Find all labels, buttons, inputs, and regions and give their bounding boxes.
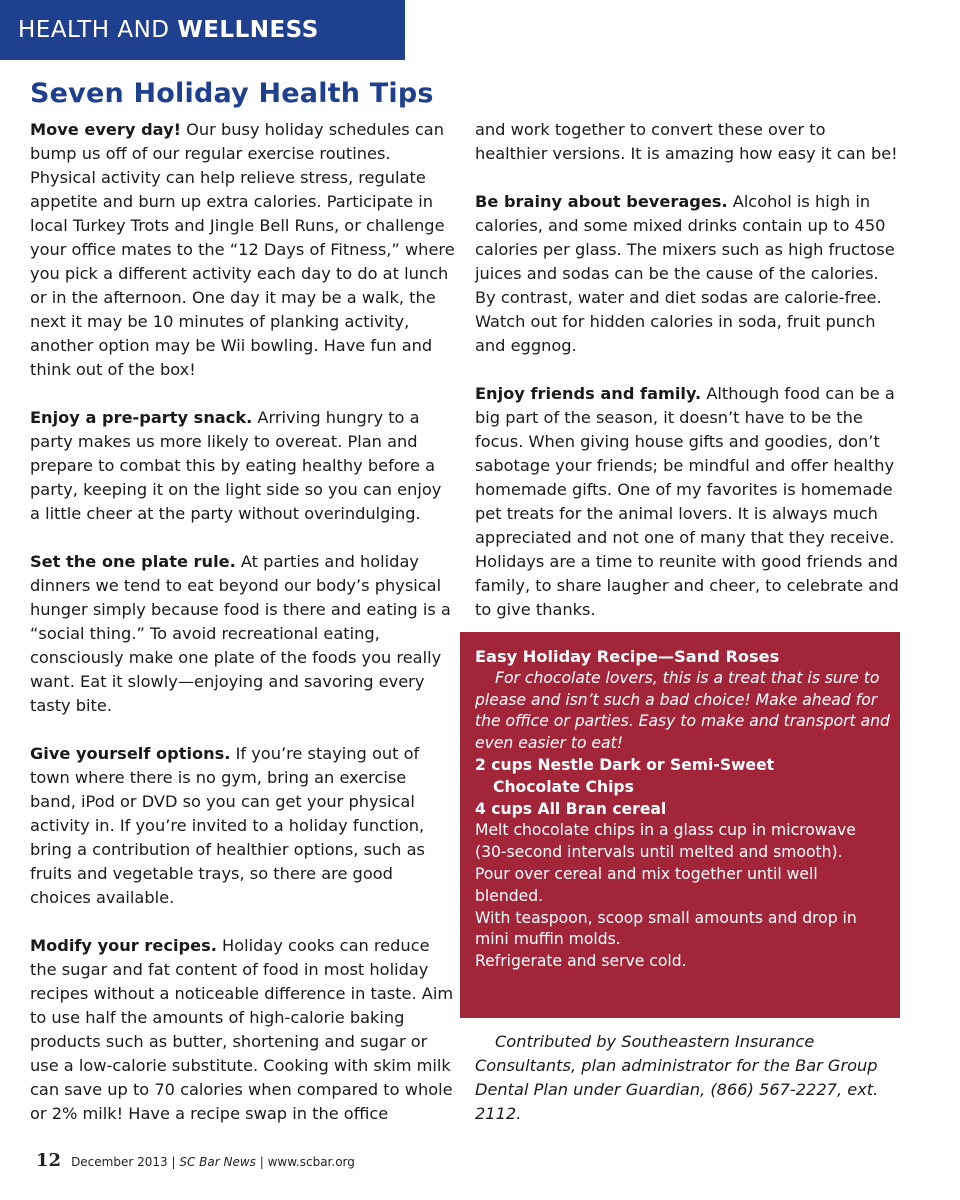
recipe-intro: For chocolate lovers, this is a treat that is sure to please and isn’t such a bad choice! Make ahead for the office or parties. Easy to make and transport and even easier to eat! xyxy=(475,668,890,753)
tip-one-plate-rule xyxy=(30,550,455,718)
recipe-title: Easy Holiday Recipe—Sand Roses xyxy=(475,647,780,666)
tip-body: Our busy holiday schedules can bump us off of our regular exercise routines. Physical activity can help relieve stress, regulate appetite and burn up extra calories. Participate in local Turkey Trots and Jingle Bell Runs, or challenge your office mates to the “12 Days of Fitness,” where you pick a different activity each day to do at lunch or in the afternoon. One day it may be a walk, the next it may be 10 minutes of planking activity, another option may be Wii bowling. Have fun and think out of the box! xyxy=(30,120,455,379)
tip-heading: Modify your recipes. xyxy=(30,936,217,955)
recipe-box xyxy=(460,632,900,1018)
recipe-step: Refrigerate and serve cold. xyxy=(475,952,687,971)
tip-body: Arriving hungry to a party makes us more likely to overeat. Plan and prepare to combat this by eating healthy before a party, keeping it on the light side so you can enjoy a little cheer at the party without overindulging. xyxy=(30,408,442,523)
tip-friends-family xyxy=(475,382,900,622)
recipe-step: With teaspoon, scoop small amounts and drop in mini muffin molds. xyxy=(475,908,857,949)
page-footer xyxy=(36,1150,355,1171)
section-label-light: HEALTH AND xyxy=(18,17,178,43)
tip-give-options xyxy=(30,742,455,910)
tip-heading: Enjoy friends and family. xyxy=(475,384,702,403)
tip-beverages xyxy=(475,190,900,358)
tip-heading: Move every day! xyxy=(30,120,182,139)
tip-body: At parties and holiday dinners we tend to eat beyond our body’s physical hunger simply because food is there and eating is a “social thing.” To avoid recreational eating, consciously make one plate of the foods you really want. Eat it slowly—enjoying and savoring every tasty bite. xyxy=(30,552,451,715)
tip-body: Alcohol is high in calories, and some mixed drinks contain up to 450 calories per glass. The mixers such as high fructose juices and sodas can be the cause of the calories. By contrast, water and diet sodas are calorie-free. Watch out for hidden calories in soda, fruit punch and eggnog. xyxy=(475,192,895,355)
tip-heading: Enjoy a pre-party snack. xyxy=(30,408,253,427)
tip-heading: Give yourself options. xyxy=(30,744,231,763)
section-header xyxy=(0,0,405,60)
tip-body: If you’re staying out of town where there is no gym, bring an exercise band, iPod or DVD so you can get your physical activity in. If you’re invited to a holiday function, bring a contribution of healthier options, such as fruits and vegetable trays, so there are good choices available. xyxy=(30,744,425,907)
recipe-ingredient: 2 cups Nestle Dark or Semi-Sweet xyxy=(475,755,775,774)
recipe-ingredient-continued: Chocolate Chips xyxy=(493,777,634,796)
tip-continuation: and work together to convert these over to healthier versions. It is amazing how easy it can be! xyxy=(475,120,898,163)
recipe-ingredient: 4 cups All Bran cereal xyxy=(475,799,667,818)
right-column xyxy=(475,118,900,646)
tip-modify-recipes xyxy=(30,934,455,1126)
tip-pre-party-snack xyxy=(30,406,455,526)
footer-site: | www.scbar.org xyxy=(255,1155,355,1169)
footer-date: December 2013 | xyxy=(71,1155,180,1169)
page-number: 12 xyxy=(36,1150,62,1171)
recipe-step: Melt chocolate chips in a glass cup in microwave (30-second intervals until melted and smooth). xyxy=(475,821,856,862)
tip-body: Although food can be a big part of the season, it doesn’t have to be the focus. When giving house gifts and goodies, don’t sabotage your friends; be mindful and offer healthy homemade gifts. One of my favorites is homemade pet treats for the animal lovers. It is always much appreciated and not one of many that they receive. Holidays are a time to reunite with good friends and family, to share laugher and cheer, to celebrate and to give thanks. xyxy=(475,384,899,619)
contributed-credit: Contributed by Southeastern Insurance Consultants, plan administrator for the Bar Group Dental Plan under Guardian, (866) 567-2227, ext. 2112. xyxy=(475,1032,879,1123)
left-column xyxy=(30,118,455,1150)
tip-body: Holiday cooks can reduce the sugar and fat content of food in most holiday recipes without a noticeable difference in taste. Aim to use half the amounts of high-calorie baking products such as butter, shortening and sugar or use a low-calorie substitute. Cooking with skim milk can save up to 70 calories when compared to whole or 2% milk! Have a recipe swap in the office xyxy=(30,936,454,1123)
tip-move-every-day xyxy=(30,118,455,382)
footer-publication: SC Bar News xyxy=(179,1155,256,1169)
article-title: Seven Holiday Health Tips xyxy=(30,78,434,109)
recipe-step: Pour over cereal and mix together until well blended. xyxy=(475,864,818,905)
tip-heading: Set the one plate rule. xyxy=(30,552,236,571)
section-label-bold: WELLNESS xyxy=(177,17,319,43)
tip-heading: Be brainy about beverages. xyxy=(475,192,728,211)
